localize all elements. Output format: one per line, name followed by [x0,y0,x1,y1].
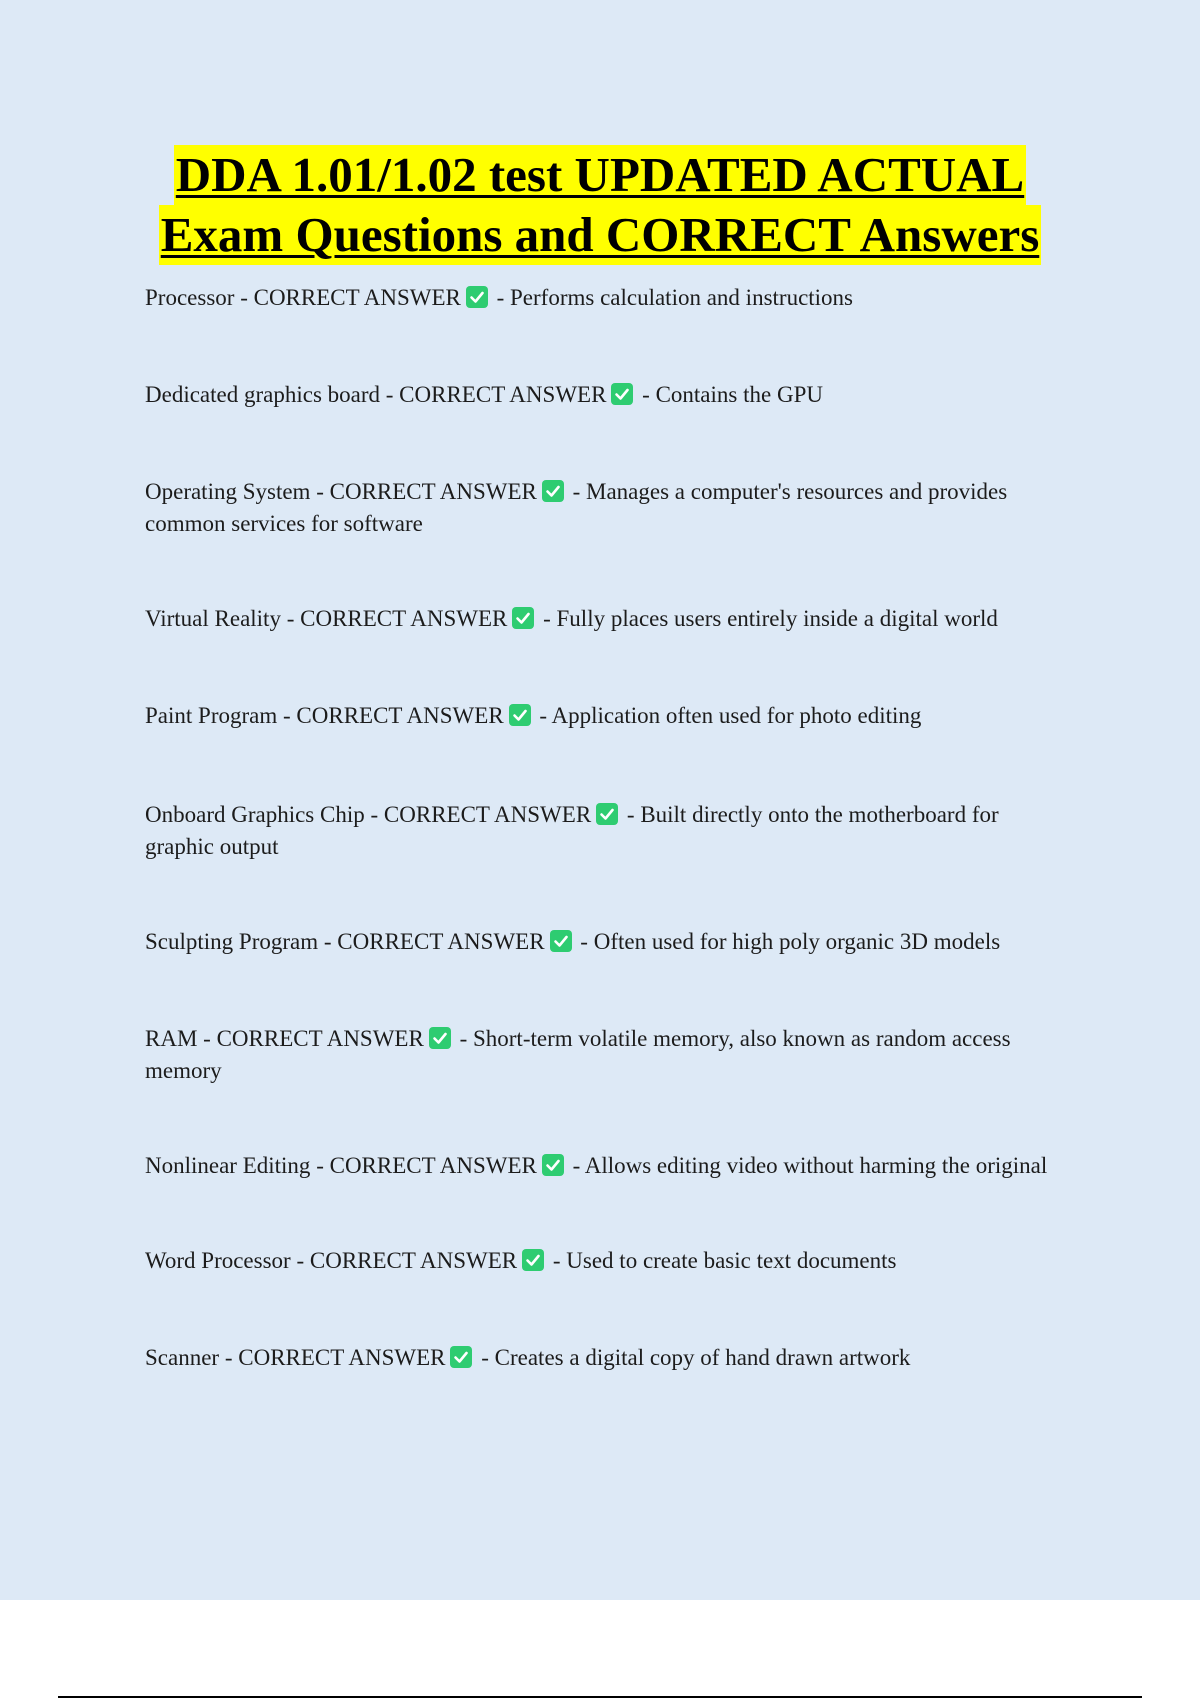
qa-answer-label: - CORRECT ANSWER [310,479,537,504]
qa-term: Operating System [145,479,311,504]
qa-answer-label: - CORRECT ANSWER [364,802,592,827]
check-mark-icon [596,803,618,825]
qa-answer-label: - CORRECT ANSWER [380,382,607,407]
check-mark-icon [550,930,572,952]
check-mark-icon [450,1346,472,1368]
qa-definition: - Built directly onto the motherboard for graphic output [145,802,999,859]
check-mark-icon [522,1249,544,1271]
qa-entry-nonlinear-editing [145,1150,1065,1182]
qa-entry-ram [145,1023,1065,1087]
title-line-2: Exam Questions and CORRECT Answers [159,205,1042,265]
qa-entry-onboard-graphics [145,799,1065,863]
qa-answer-label: - CORRECT ANSWER [280,606,508,631]
qa-term: Processor [145,285,235,310]
qa-entry-graphics-board [145,379,1065,411]
qa-entry-scanner [145,1342,1065,1374]
check-mark-icon [611,383,633,405]
qa-definition: - Performs calculation and instructions [490,285,854,310]
qa-definition: - Used to create basic text documents [547,1248,897,1273]
qa-entry-operating-system [145,476,1065,540]
qa-answer-label: - CORRECT ANSWER [318,929,545,954]
check-mark-icon [429,1027,451,1049]
qa-term: Word Processor [145,1248,291,1273]
qa-definition: - Fully places users entirely inside a digital world [537,606,998,631]
qa-term: Scanner [145,1345,220,1370]
qa-term: Nonlinear Editing [145,1153,311,1178]
qa-answer-label: - CORRECT ANSWER [277,703,504,728]
qa-entry-word-processor [145,1245,1065,1277]
qa-definition: - Short-term volatile memory, also known as random access memory [145,1026,1011,1083]
check-mark-icon [542,480,564,502]
qa-term: Onboard Graphics Chip [145,802,365,827]
qa-term: Dedicated graphics board [145,382,381,407]
qa-answer-label: - CORRECT ANSWER [290,1248,518,1273]
qa-definition: - Application often used for photo editing [533,703,922,728]
document-title [0,145,1200,265]
qa-list [145,282,1065,1374]
qa-answer-label: - CORRECT ANSWER [234,285,461,310]
qa-term: RAM [145,1026,198,1051]
qa-entry-virtual-reality [145,603,1065,635]
qa-definition: - Creates a digital copy of hand drawn artwork [475,1345,911,1370]
qa-definition: - Manages a computer's resources and provides common services for software [145,479,1008,536]
qa-term: Paint Program [145,703,278,728]
qa-entry-sculpting-program [145,926,1065,958]
qa-definition: - Contains the GPU [636,382,823,407]
qa-entry-processor [145,282,1065,314]
qa-entry-paint-program [145,700,1065,732]
check-mark-icon [542,1154,564,1176]
footer-divider [58,1696,1142,1698]
qa-answer-label: - CORRECT ANSWER [310,1153,537,1178]
qa-definition: - Often used for high poly organic 3D models [574,929,1001,954]
qa-definition: - Allows editing video without harming the original [566,1153,1048,1178]
qa-term: Sculpting Program [145,929,319,954]
check-mark-icon [466,286,488,308]
check-mark-icon [509,704,531,726]
qa-answer-label: - CORRECT ANSWER [197,1026,424,1051]
check-mark-icon [512,607,534,629]
qa-answer-label: - CORRECT ANSWER [219,1345,446,1370]
title-line-1: DDA 1.01/1.02 test UPDATED ACTUAL [174,145,1026,205]
qa-term: Virtual Reality [145,606,281,631]
